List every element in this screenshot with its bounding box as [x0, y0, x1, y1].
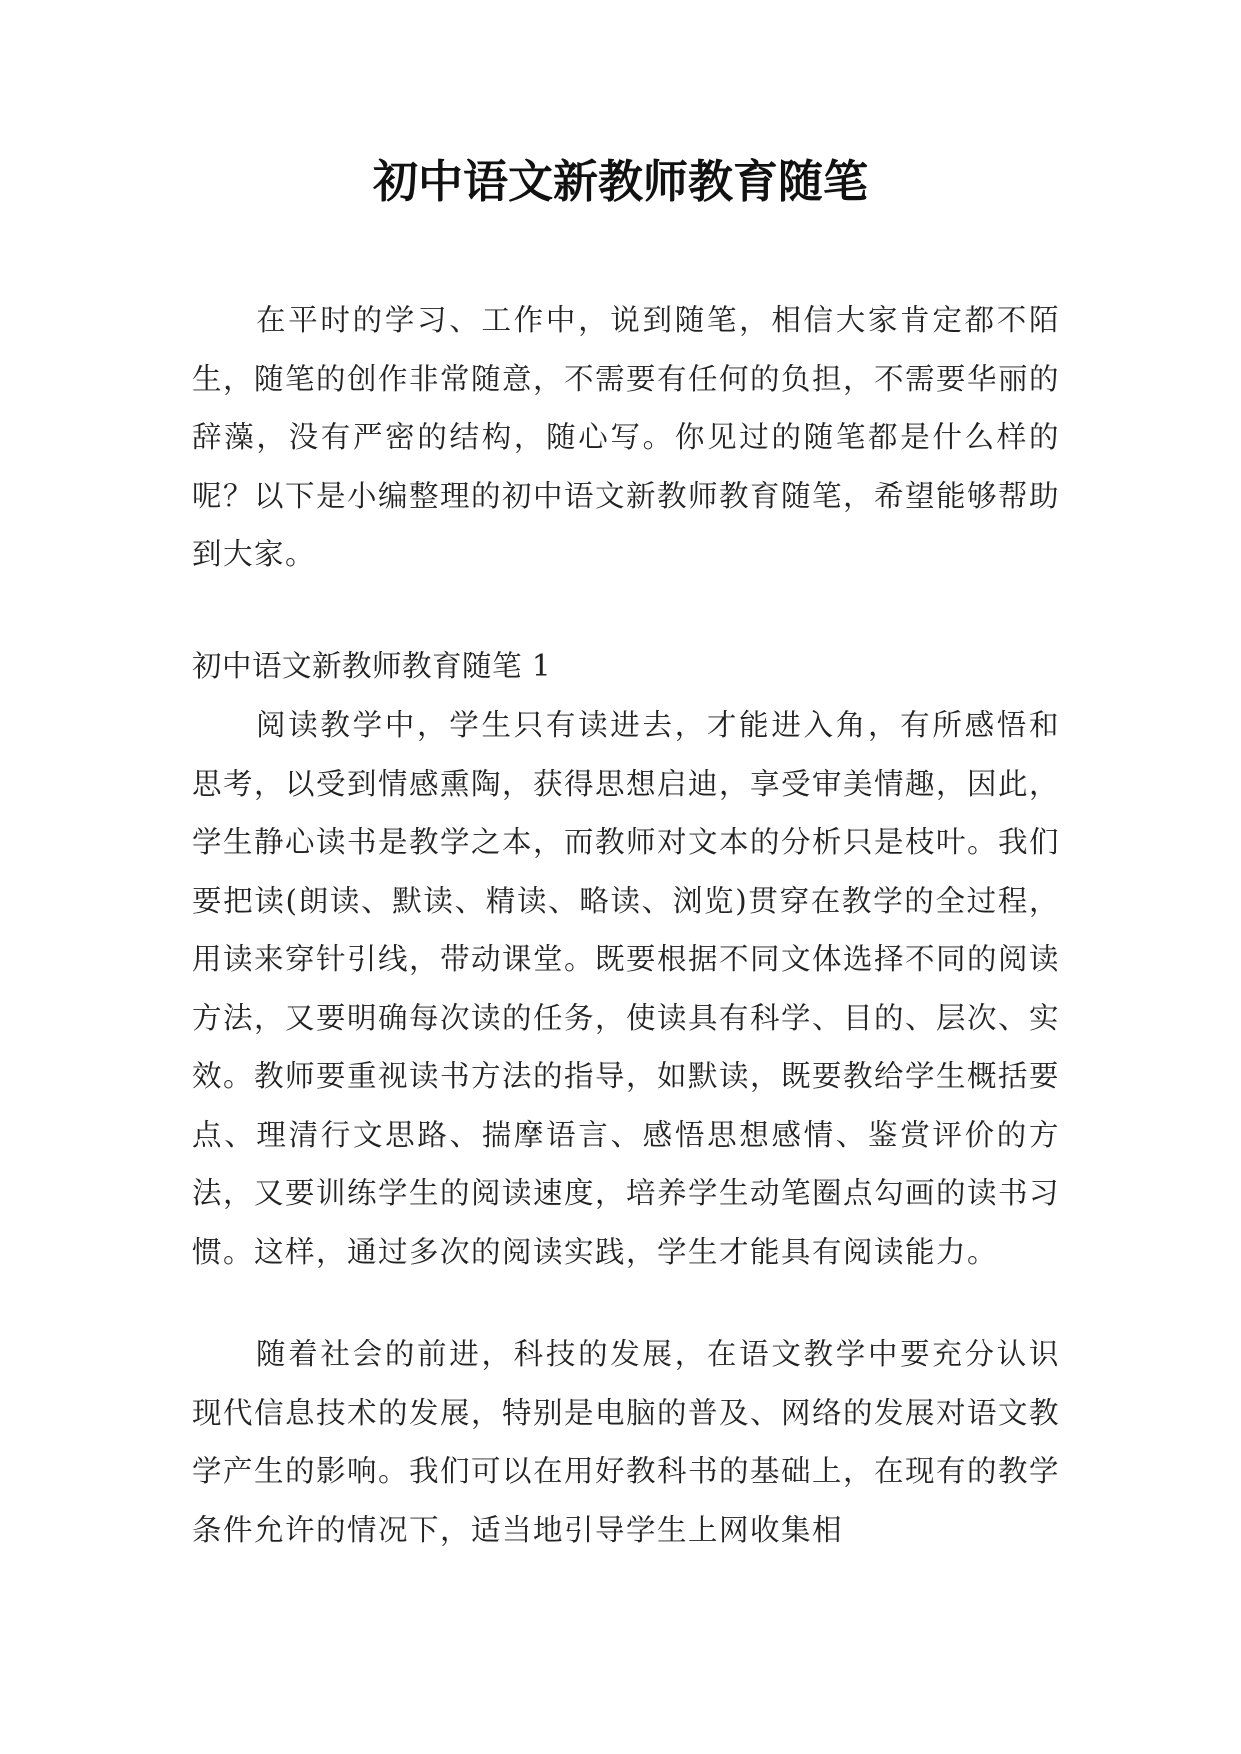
intro-paragraph: 在平时的学习、工作中，说到随笔，相信大家肯定都不陌生，随笔的创作非常随意，不需要有任何的负担，不需要华丽的辞藻，没有严密的结构，随心写。你见过的随笔都是什么样的呢？以下是小编整理的初中语文新教师教育随笔，希望能够帮助到大家。	[192, 303, 1061, 571]
body-paragraph-1: 阅读教学中，学生只有读进去，才能进入角，有所感悟和思考，以受到情感熏陶，获得思想启迪，享受审美情趣，因此，学生静心读书是教学之本，而教师对文本的分析只是枝叶。我们要把读(朗读、默读、精读、略读、浏览)贯穿在教学的全过程，用读来穿针引线，带动课堂。既要根据不同文体选择不同的阅读方法，又要明确每次读的任务，使读具有科学、目的、层次、实效。教师要重视读书方法的指导，如默读，既要教给学生概括要点、理清行文思路、揣摩语言、感悟思想感情、鉴赏评价的方法，又要训练学生的阅读速度，培养学生动笔圈点勾画的读书习惯。这样，通过多次的阅读实践，学生才能具有阅读能力。	[192, 708, 1061, 1269]
body-paragraph-2: 随着社会的前进，科技的发展，在语文教学中要充分认识现代信息技术的发展，特别是电脑的普及、网络的发展对语文教学产生的影响。我们可以在用好教科书的基础上，在现有的教学条件允许的情况下，适当地引导学生上网收集相	[192, 1337, 1061, 1547]
section-heading: 初中语文新教师教育随笔 1	[192, 649, 552, 683]
document-title: 初中语文新教师教育随笔	[372, 155, 868, 208]
